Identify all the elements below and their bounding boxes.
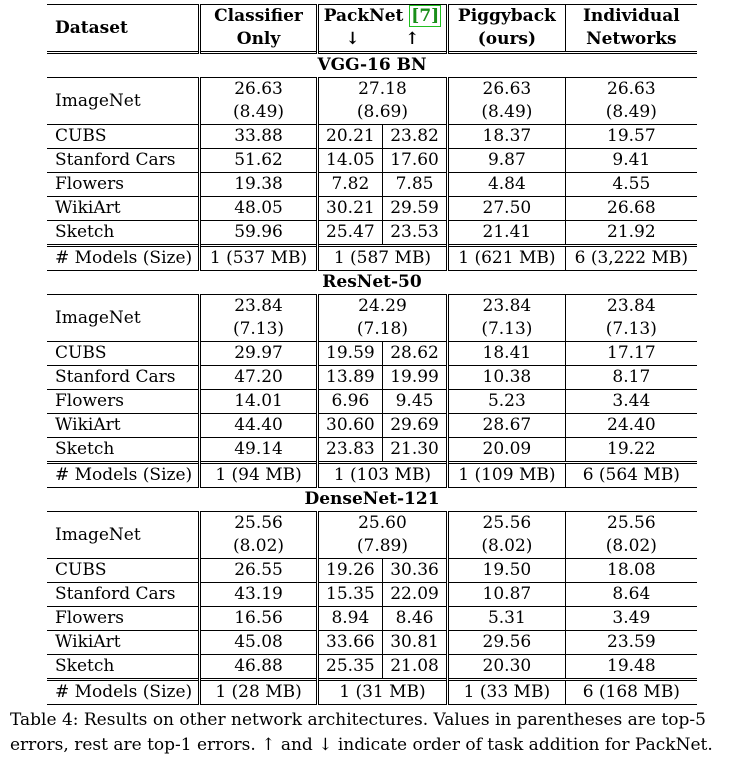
table-row: Stanford Cars 43.19 15.35 22.09 10.87 8.64 <box>47 583 697 607</box>
header-classifier-sub: Only <box>200 28 318 53</box>
table-row: Flowers 19.38 7.82 7.85 4.84 4.55 <box>47 173 697 197</box>
cell: 23.84 (7.13) <box>565 295 697 342</box>
cell: 26.63 (8.49) <box>200 78 318 125</box>
cell: 23.84 (7.13) <box>200 295 318 342</box>
section-vgg16 <box>47 53 697 271</box>
cell: 26.63 (8.49) <box>448 78 566 125</box>
table-row: Sketch 49.14 23.83 21.30 20.09 19.22 <box>47 438 697 463</box>
table-row: Stanford Cars 51.62 14.05 17.60 9.87 9.41 <box>47 149 697 173</box>
citation-link[interactable]: [7] <box>411 6 440 26</box>
models-row: # Models (Size) 1 (94 MB) 1 (103 MB) 1 (109 MB) 6 (564 MB) <box>47 463 697 488</box>
table-row: CUBS 26.55 19.26 30.36 19.50 18.08 <box>47 559 697 583</box>
header-dataset: Dataset <box>47 5 200 53</box>
header-packnet-arrows <box>317 28 447 53</box>
models-row: # Models (Size) 1 (28 MB) 1 (31 MB) 1 (33 MB) 6 (168 MB) <box>47 680 697 705</box>
table-row: Sketch 46.88 25.35 21.08 20.30 19.48 <box>47 655 697 680</box>
table-row: WikiArt 44.40 30.60 29.69 28.67 24.40 <box>47 414 697 438</box>
arrow-down-icon: ↓ <box>345 29 360 49</box>
cell: 25.60 (7.89) <box>317 512 447 559</box>
table-row: Flowers 14.01 6.96 9.45 5.23 3.44 <box>47 390 697 414</box>
row-label: ImageNet <box>47 295 200 342</box>
row-label: ImageNet <box>47 78 200 125</box>
results-table <box>47 4 697 705</box>
section-title: DenseNet-121 <box>47 488 697 512</box>
section-title: VGG-16 BN <box>47 53 697 78</box>
table-row: Flowers 16.56 8.94 8.46 5.31 3.49 <box>47 607 697 631</box>
table-row: WikiArt 45.08 33.66 30.81 29.56 23.59 <box>47 631 697 655</box>
cell: 25.56 (8.02) <box>565 512 697 559</box>
table-row: CUBS 33.88 20.21 23.82 18.37 19.57 <box>47 125 697 149</box>
table-row: CUBS 29.97 19.59 28.62 18.41 17.17 <box>47 342 697 366</box>
header-individual-sub: Networks <box>565 28 697 53</box>
table-caption: Table 4: Results on other network architectures. Values in parentheses are top-5 errors, rest are top-1 errors. ↑ and ↓ indicate order of task addition for PackNet. <box>10 710 713 755</box>
cell: 27.18 (8.69) <box>317 78 447 125</box>
cell: 26.63 (8.49) <box>565 78 697 125</box>
cell: 24.29 (7.18) <box>317 295 447 342</box>
table-row: Stanford Cars 47.20 13.89 19.99 10.38 8.17 <box>47 366 697 390</box>
section-resnet50 <box>47 271 697 488</box>
table-row: WikiArt 48.05 30.21 29.59 27.50 26.68 <box>47 197 697 221</box>
header-individual: Individual <box>565 5 697 29</box>
arrow-up-icon: ↑ <box>405 29 420 49</box>
cell: 25.56 (8.02) <box>200 512 318 559</box>
section-densenet121 <box>47 488 697 705</box>
table-row: Sketch 59.96 25.47 23.53 21.41 21.92 <box>47 221 697 246</box>
cell: 25.56 (8.02) <box>448 512 566 559</box>
cell: 23.84 (7.13) <box>448 295 566 342</box>
row-label: ImageNet <box>47 512 200 559</box>
header-packnet: PackNet [7] <box>317 5 447 29</box>
header-piggyback: Piggyback <box>448 5 566 29</box>
models-row: # Models (Size) 1 (537 MB) 1 (587 MB) 1 (621 MB) 6 (3,222 MB) <box>47 246 697 271</box>
section-title: ResNet-50 <box>47 271 697 295</box>
header-piggyback-sub: (ours) <box>448 28 566 53</box>
header-classifier: Classifier <box>200 5 318 29</box>
